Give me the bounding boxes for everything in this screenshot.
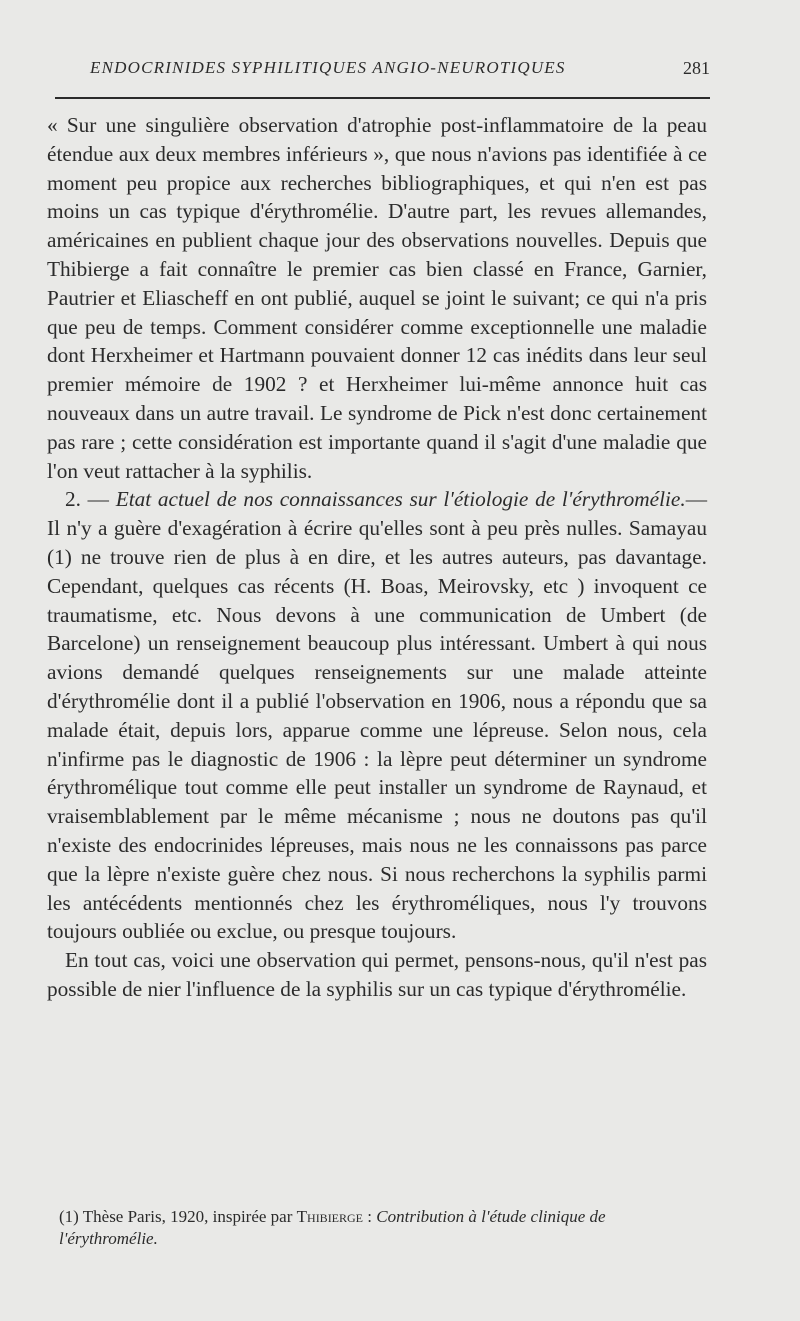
page-number: 281 bbox=[683, 58, 710, 78]
paragraph-3: En tout cas, voici une observation qui permet, pensons-nous, qu'il n'est pas possible de nier l'influence de la syphilis sur un cas typique d'érythromélie. bbox=[47, 948, 707, 1001]
paragraph-1: « Sur une singulière observation d'atrophie post-inflammatoire de la peau étendue aux deux membres inférieurs », que nous n'avions pas identifiée à ce moment peu propice aux recherches bibliographiques, et qui n'en est pas moins un cas typique d'érythromélie. D'autre part, les revues allemandes, américaines en publient chaque jour des observations nouvelles. Depuis que Thibierge a fait connaître le premier cas bien classé en France, Garnier, Pautrier et Eliascheff en ont publié, auquel se joint le suivant; ce qui n'a pris que peu de temps. Comment considérer comme exceptionnelle une maladie dont Herxheimer et Hartmann pouvaient donner 12 cas inédits dans leur seul premier mémoire de 1902 ? et Herxheimer lui-même annonce huit cas nouveaux dans un autre travail. Le syndrome de Pick n'est donc certainement pas rare ; cette considération est importante quand il s'agit d'une maladie que l'on veut rattacher à la syphilis. bbox=[47, 113, 707, 483]
paragraph-2 bbox=[47, 485, 707, 946]
header-rule bbox=[55, 97, 710, 99]
main-text bbox=[47, 111, 707, 1004]
footnote-text bbox=[47, 1206, 707, 1250]
page-header bbox=[90, 58, 710, 90]
section-dash: — bbox=[685, 487, 707, 512]
section-title: Etat actuel de nos connaissances sur l'étiologie de l'érythromélie. bbox=[115, 487, 686, 512]
section-body: Il n'y a guère d'exagération à écrire qu'elles sont à peu près nulles. Samayau (1) ne trouve rien de plus à en dire, et les autres auteurs, pas davantage. Cependant, quelques cas récents (H. Boas, Meirovsky, etc ) invoquent ce traumatisme, etc. Nous devons à une communication de Umbert (de Barcelone) un renseignement beaucoup plus intéressant. Umbert à qui nous avions demandé quelques renseignements sur une malade atteinte d'érythromélie dont il a publié l'observation en 1906, nous a répondu que sa malade était, depuis lors, apparue comme une lépreuse. Selon nous, cela n'infirme pas le diagnostic de 1906 : la lèpre peut déterminer un syndrome érythromélique tout comme elle peut installer un syndrome de Raynaud, et vraisemblablement par le même mécanisme ; nous ne doutons pas qu'il n'existe des endocrinides lépreuses, mais nous ne les connaissons pas parce que la lèpre n'existe guère chez nous. Si nous recherchons la syphilis parmi les antécédents mentionnés chez les érythroméliques, nous l'y trouvons toujours oubliée ou exclue, ou presque toujours. bbox=[47, 516, 707, 944]
running-title: ENDOCRINIDES SYPHILITIQUES ANGIO-NEUROTIQUES bbox=[90, 58, 566, 77]
footnote bbox=[47, 1206, 707, 1250]
footnote-title: Contribution à l'étude clinique de l'érythromélie. bbox=[59, 1207, 606, 1248]
footnote-separator: : bbox=[363, 1207, 377, 1226]
section-number: 2. — bbox=[65, 487, 116, 512]
footnote-prefix: (1) Thèse Paris, 1920, inspirée par bbox=[59, 1207, 297, 1226]
footnote-author: Thibierge bbox=[296, 1207, 364, 1226]
